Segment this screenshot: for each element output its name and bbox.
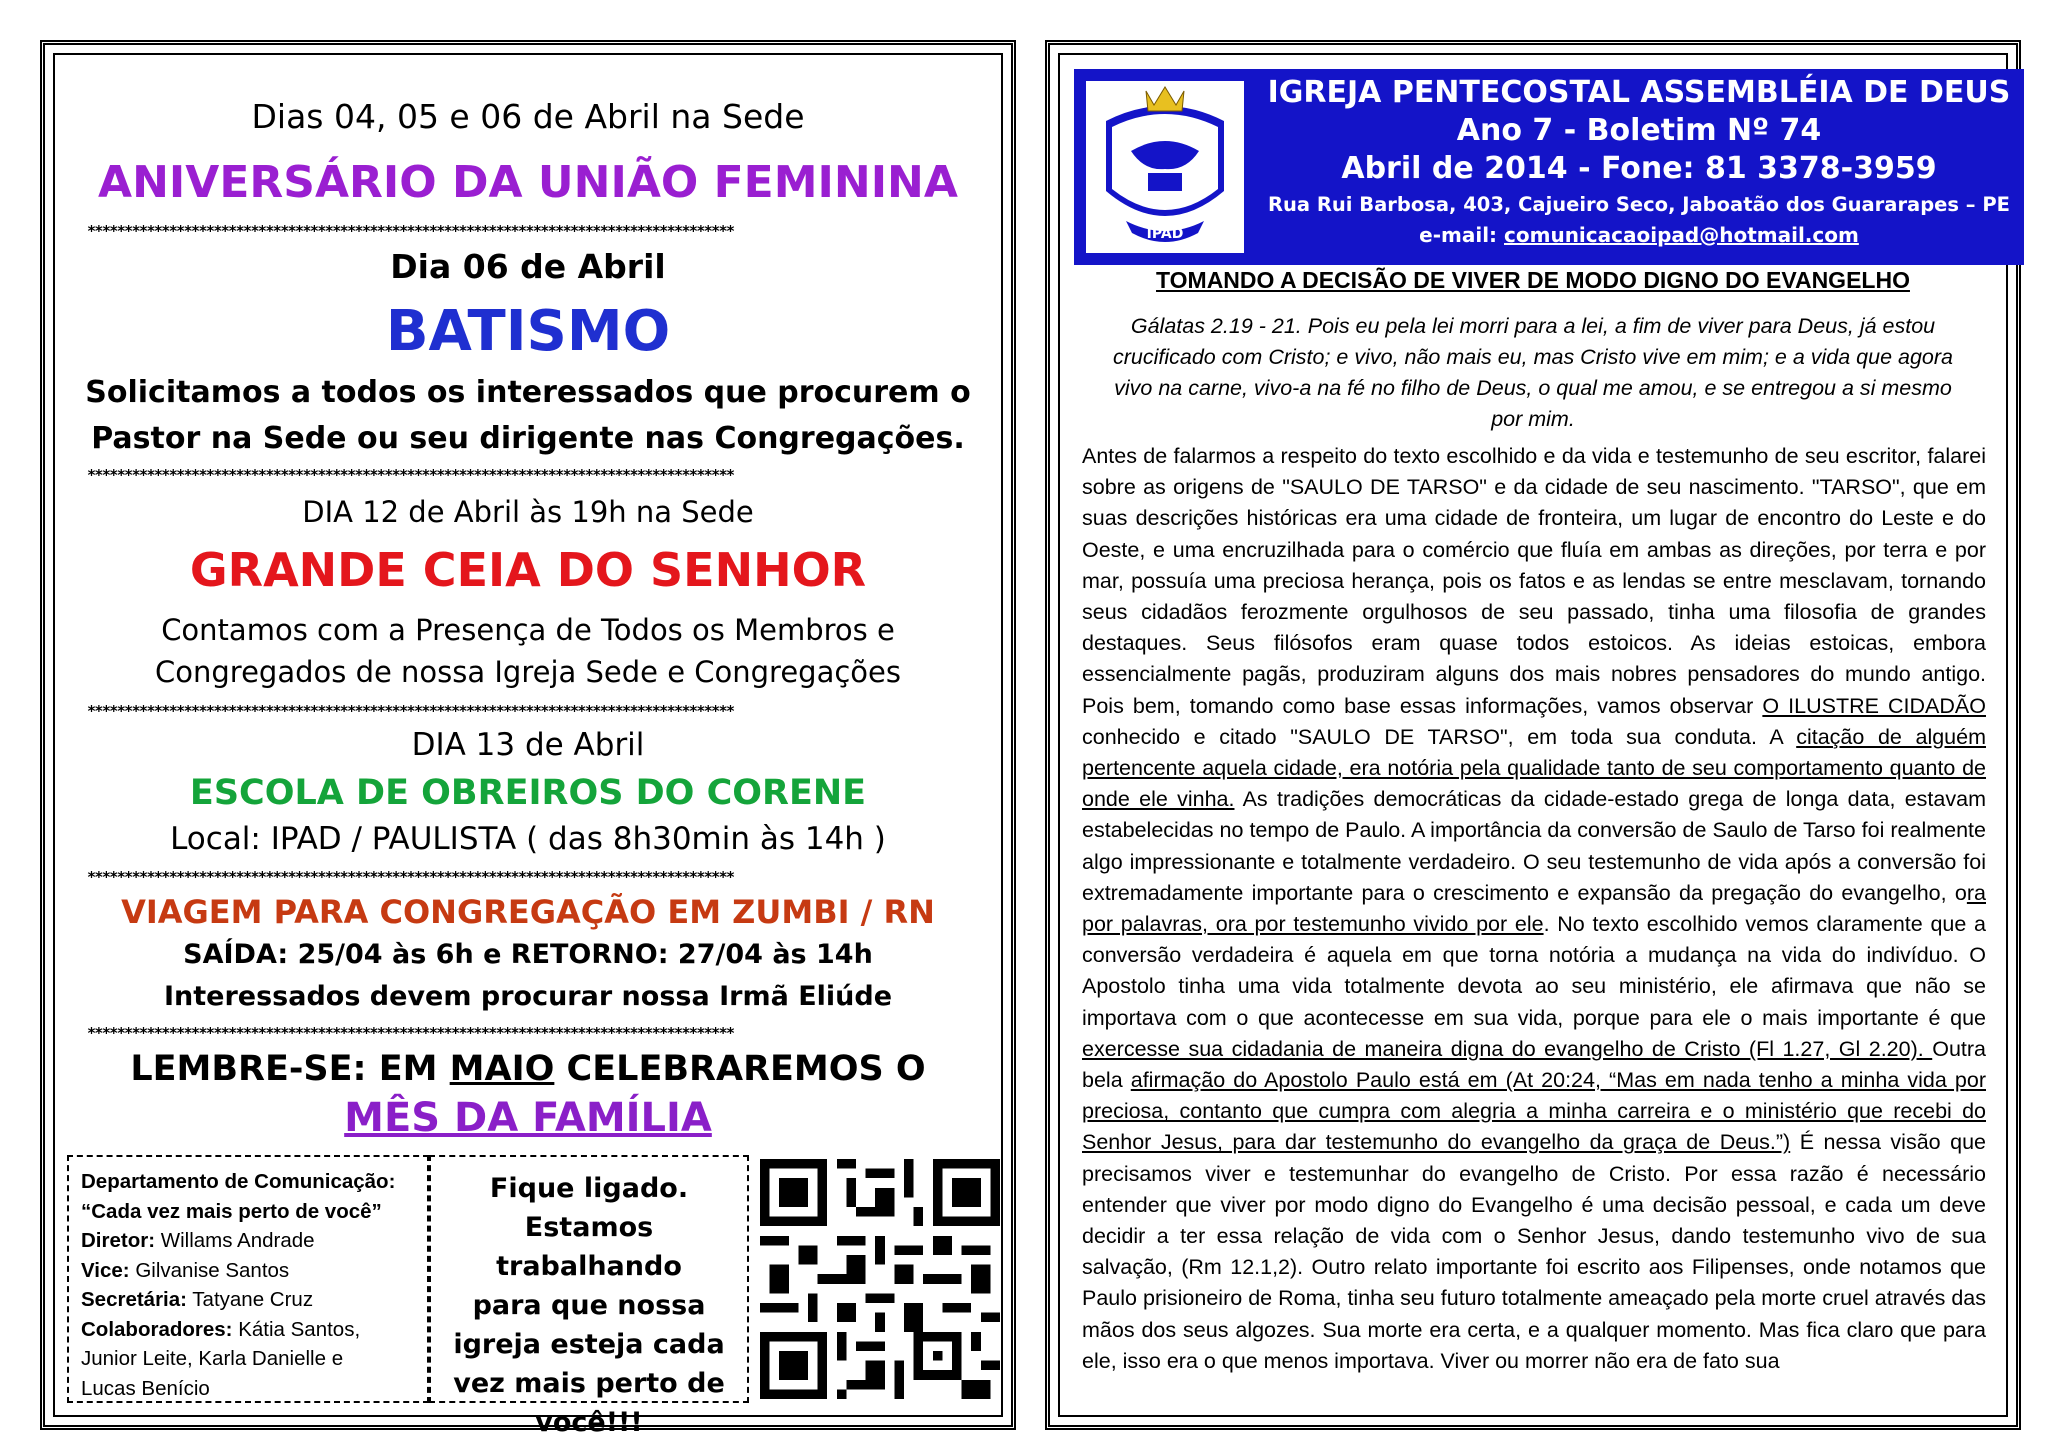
divider: *************************************************************************************** <box>87 1025 734 1041</box>
dept-colab3: Lucas Benício <box>81 1376 210 1400</box>
events-inner-border <box>53 53 1003 1438</box>
event1-title: ANIVERSÁRIO DA UNIÃO FEMININA <box>98 157 958 208</box>
event2-title: BATISMO <box>385 299 671 364</box>
event2-line1: Solicitamos a todos os interessados que procurem o <box>85 375 971 410</box>
header-address: Rua Rui Barbosa, 403, Cajueiro Seco, Jaboatão dos Guararapes – PE <box>1268 193 2010 216</box>
fique-line: igreja esteja cada <box>453 1329 725 1360</box>
dept-colab: Colaboradores: Kátia Santos, <box>81 1317 361 1341</box>
divider: *************************************************************************************** <box>87 223 734 239</box>
events-panel <box>40 40 1016 1438</box>
event3-title: GRANDE CEIA DO SENHOR <box>189 543 867 597</box>
bulletin-inner-border <box>1058 53 2011 1417</box>
header-bulletin-number: Ano 7 - Boletim Nº 74 <box>1456 113 1822 148</box>
fique-line: Estamos trabalhando <box>496 1212 682 1282</box>
fique-line: você!!! <box>535 1407 643 1438</box>
dept-vice: Vice: Gilvanise Santos <box>81 1258 290 1282</box>
fique-line: para que nossa <box>472 1290 706 1321</box>
event2-line2: Pastor na Sede ou seu dirigente nas Congregações. <box>91 421 965 456</box>
event5-title: VIAGEM PARA CONGREGAÇÃO EM ZUMBI / RN <box>121 893 935 931</box>
event2-date: Dia 06 de Abril <box>390 247 666 286</box>
fique-line: vez mais perto de <box>453 1368 725 1399</box>
dept-title: Departamento de Comunicação: <box>81 1170 396 1193</box>
dept-secretaria: Secretária: Tatyane Cruz <box>81 1288 314 1311</box>
event4-title: ESCOLA DE OBREIROS DO CORENE <box>189 773 867 813</box>
event4-local: Local: IPAD / PAULISTA ( das 8h30min às 14h ) <box>170 821 886 857</box>
event3-date: DIA 12 de Abril às 19h na Sede <box>302 495 754 529</box>
fique-ligado-box <box>429 1155 749 1438</box>
dept-colab2: Junior Leite, Karla Danielle e <box>81 1347 344 1370</box>
lembre-line <box>55 1049 1001 1089</box>
divider: *************************************************************************************** <box>87 467 734 483</box>
event5-line1: SAÍDA: 25/04 às 6h e RETORNO: 27/04 às 14h <box>183 939 873 970</box>
event5-line2: Interessados devem procurar nossa Irmã Eliúde <box>163 981 893 1012</box>
event4-date: DIA 13 de Abril <box>411 727 645 763</box>
church-header <box>1074 69 2024 265</box>
mes-familia-title: MÊS DA FAMÍLIA <box>344 1095 712 1141</box>
header-email-line: e-mail: comunicacaoipad@hotmail.com <box>1419 223 1859 247</box>
article-title: TOMANDO A DECISÃO DE VIVER DE MODO DIGNO DO EVANGELHO <box>1156 267 1910 293</box>
event1-date: Dias 04, 05 e 06 de Abril na Sede <box>251 97 805 136</box>
header-date-phone: Abril de 2014 - Fone: 81 3378-3959 <box>1341 151 1937 186</box>
header-church-name: IGREJA PENTECOSTAL ASSEMBLÉIA DE DEUS <box>1267 75 2011 110</box>
divider: *************************************************************************************** <box>87 869 734 885</box>
divider: *************************************************************************************** <box>87 703 734 719</box>
scripture-quote: Gálatas 2.19 - 21. Pois eu pela lei morri para a lei, a fim de viver para Deus, já estou crucificado com Cristo; e vivo, não mais eu, mas Cristo vive em mim; e a vida que agora vivo na carne, vivo-a na fé no filho de Deus, o qual me amou, e se entregou a si mesmo por mim. <box>1112 314 1953 431</box>
dept-slogan: “Cada vez mais perto de você” <box>81 1199 382 1223</box>
dept-box <box>67 1155 429 1403</box>
qr-code[interactable] <box>755 1159 1005 1399</box>
article-body: Antes de falarmos a respeito do texto escolhido e da vida e testemunho de seu escritor, falarei sobre as origens de "SAULO DE TARSO" e da cidade de seu nascimento. "TARSO", que em suas descrições históricas era uma cidade de fronteira, um lugar de encontro do Leste e do Oeste, e uma encruzilhada para o comércio que fluía em ambas as direções, por terra e por mar, possuía uma preciosa herança, pois os fatos e as lendas se entre mesclavam, tornando seus cidadãos ferozmente orgulhosos de seu passado, tinha uma filosofia de grandes destaques. Seus filósofos eram quase todos estoicos. As ideias estoicas, embora essencialmente pagãs, produziram alguns dos mais nobres pensadores do mundo antigo. Pois bem, tomando como base essas informações, vamos observar O ILUSTRE CIDADÃO conhecido e citado "SAULO DE TARSO", em toda sua conduta. A citação de alguém pertencente aquela cidade, era notória pela qualidade tanto de seu comportamento quanto de onde ele vinha. As tradições democráticas da cidade-estado grega de longa data, estavam estabelecidas no tempo de Paulo. A importância da conversão de Saulo de Tarso foi realmente algo impressionante e totalmente verdadeiro. O seu testemunho de vida após a conversão foi extremadamente importante para o crescimento e expansão da pregação do evangelho, ora por palavras, ora por testemunho vivido por ele. No texto escolhido vemos claramente que a conversão verdadeira é aquela em que torna notória a mudança na vida do indivíduo. O Apostolo tinha uma vida totalmente devota ao seu ministério, ele afirmava que não se importava com o que acontecesse em sua vida, porque para ele o mais importante é que exercesse sua cidadania de maneira digna do evangelho de Cristo (Fl 1.27, Gl 2.20). Outra bela afirmação do Apostolo Paulo está em (At 20:24, “Mas em nada tenho a minha vida por preciosa, contanto que cumpra com alegria a minha carreira e o ministério que recebi do Senhor Jesus, para dar testemunho do evangelho da graça de Deus.”) É nessa visão que precisamos viver e testemunhar do evangelho de Cristo. Por essa razão é necessário entender que viver por modo digno do Evangelho é uma decisão pessoal, e cada um deve decidir a ter essa relação de vida com o Senhor Jesus, dando testemunho vivo de sua salvação, (Rm 12.1,2). Outro relato importante foi escrito aos Filipenses, onde notamos que Paulo prisioneiro de Roma, tinha seu futuro totalmente ameaçado pela morte cruel através das mãos dos seus algozes. Sua morte era certa, e a qualquer momento. Mas fica claro que para ele, isso era o que menos importava. Viver ou morrer não era de fato sua <box>1082 444 1986 1373</box>
bulletin-panel <box>1045 40 2021 1430</box>
mes-familia-wrap <box>55 1095 1001 1141</box>
lembre-maio: MAIO <box>449 1049 555 1089</box>
event3-line1: Contamos com a Presença de Todos os Membros e <box>161 613 895 647</box>
church-logo <box>1086 81 1244 253</box>
logo-label: IPAD <box>1146 226 1184 242</box>
lembre-pre: LEMBRE-SE: EM <box>130 1049 450 1089</box>
lembre-post: CELEBRAREMOS O <box>554 1049 926 1089</box>
email-link[interactable]: comunicacaoipad@hotmail.com <box>1504 223 1859 247</box>
fique-line: Fique ligado. <box>489 1173 689 1204</box>
dept-diretor: Diretor: Willams Andrade <box>81 1229 315 1252</box>
event3-line2: Congregados de nossa Igreja Sede e Congregações <box>155 655 901 689</box>
